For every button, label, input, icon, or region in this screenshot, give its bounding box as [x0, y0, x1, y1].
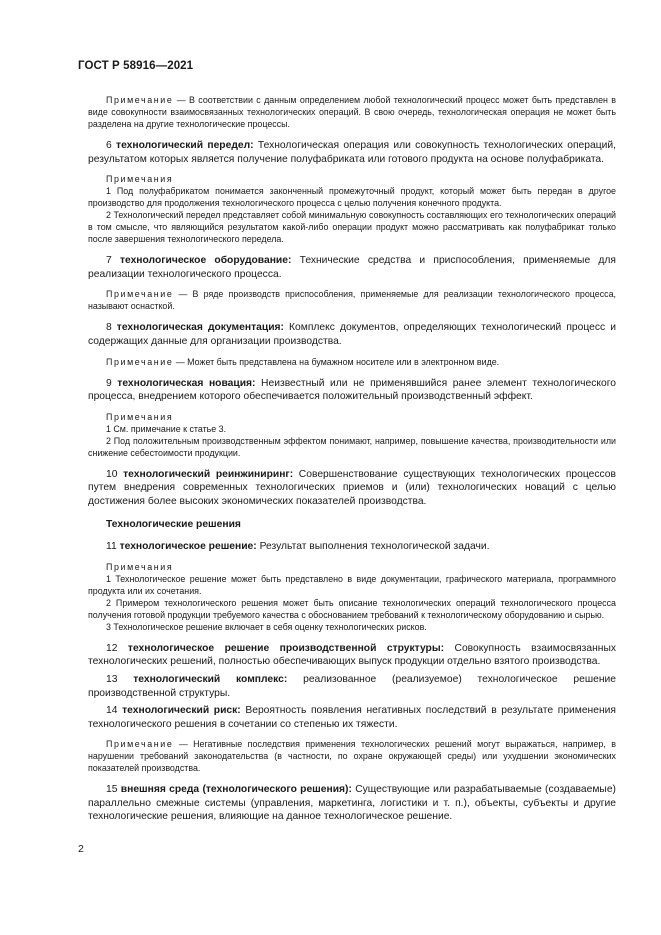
note-item: 2 Примером технологического решения может быть описание технологических операций технологического процесса получения готовой продукции требуемого качества с обоснованием требований к технологическому оборудованию и сырью. [88, 597, 616, 620]
term-name: технологический передел: [116, 140, 254, 151]
term-number: 7 [106, 255, 120, 267]
term-definition: Существующие или разрабатываемые (создаваемые) параллельно смежные системы (управления, маркетинга, логистики и т. п.), объекты, субъекты и другие технологические решения, влияющие на данное технологическое решение. [88, 784, 616, 823]
term-name: технологическая новация: [117, 377, 256, 389]
term-entry-14 [88, 704, 616, 731]
term-entry-11 [88, 540, 616, 554]
term-name: технологический комплекс: [133, 673, 288, 685]
note-label: Примечание [106, 356, 174, 367]
term-definition: Вероятность появления негативных последствий в результате применения технологического решения в сочетании со степенью их тяжести. [88, 705, 616, 730]
term-definition: Неизвестный или не применявшийся ранее элемент технологического процесса, внедрением которого обеспечивается положительный производственный эффект. [88, 377, 617, 403]
note-label: Примечание [106, 739, 174, 750]
term-entry-7 [88, 254, 616, 281]
term-entry-10 [88, 468, 616, 509]
note-text: — Может быть представлена на бумажном носителе или в электронном виде. [173, 356, 500, 367]
note-item: 2 Под положительным производственным эффектом понимают, например, повышение качества, производительности или снижение себестоимости продукции. [88, 435, 616, 458]
term-name: технологический риск: [122, 705, 241, 717]
term-number: 6 [106, 140, 117, 151]
term-number: 8 [106, 322, 117, 334]
term-entry-12 [88, 642, 616, 669]
note-item: 3 Технологическое решение включает в себя оценку технологических рисков. [106, 621, 427, 632]
note-text: — Негативные последствия применения технологических решений могут выражаться, например, в нарушении требований законодательства (в частности, по охране окружающей среды) или ухудшении экономических показателей производства. [88, 739, 616, 774]
term-entry-8 [88, 321, 616, 348]
term-number: 11 [106, 541, 120, 553]
term-name: технологический реинжиниринг: [123, 468, 294, 480]
note-label: Примечание [106, 289, 174, 300]
note [88, 356, 616, 368]
term-definition: Технологическая операция или совокупность технологических операций, результатом которых является получение полуфабриката или готового продукта на основе полуфабриката. [88, 140, 616, 165]
note-text: — В соответствии с данным определением любой технологический процесс может быть представлен в виде совокупности взаимосвязанных технологических операций. В свою очередь, технологическая операция не может быть разделена на другие технологические процессы. [88, 95, 616, 129]
page-number: 2 [78, 843, 84, 855]
term-number: 15 [106, 784, 121, 796]
term-name: технологическое решение: [119, 541, 257, 553]
term-definition: Результат выполнения технологической задачи. [256, 541, 490, 553]
note-item: 1 См. примечание к статье 3. [106, 423, 227, 434]
note-text: — В ряде производств приспособления, применяемые для реализации технологического процесса, называют оснасткой. [88, 289, 616, 312]
term-number: 14 [106, 705, 123, 717]
term-definition: Технические средства и приспособления, применяемые для реализации технологического процесса. [88, 255, 616, 280]
term-entry-6 [88, 139, 616, 166]
term-number: 9 [106, 377, 118, 389]
notes-heading: Примечания [106, 411, 174, 422]
term-name: технологическое решение производственной структуры: [127, 642, 445, 654]
term-number: 13 [106, 673, 134, 685]
notes-heading: Примечания [106, 561, 174, 572]
note [88, 738, 616, 774]
term-entry-15 [88, 783, 616, 824]
term-definition: Совершенствование существующих технологических процессов путем внедрения современных технологических приемов и (или) технологических новаций с целью достижения более высоких экономических показателей производства. [88, 468, 616, 507]
term-name: технологическое оборудование: [119, 255, 292, 267]
term-number: 12 [106, 642, 128, 654]
term-definition: Совокупность взаимосвязанных технологических решений, полностью обеспечивающих выпуск продукции отдельно взятого производства. [88, 642, 616, 668]
term-entry-9 [88, 377, 616, 404]
note-label: Примечание [106, 95, 174, 105]
note-item: 2 Технологический передел представляет собой минимальную совокупность составляющих его технологических операций в том смысле, что являющийся результатом какой-либо операции продукт можно рассматривать как полуфабрикат только после завершения технологического передела. [88, 210, 616, 245]
term-number: 10 [106, 468, 124, 480]
note [88, 94, 616, 130]
notes-heading: Примечания [106, 174, 174, 185]
note-item: 1 Под полуфабрикатом понимается законченный промежуточный продукт, который может быть передан в другое производство для продолжения технологического процесса с целью получения конечного продукта. [88, 186, 616, 209]
note [88, 288, 616, 312]
term-name: технологическая документация: [116, 322, 284, 334]
term-definition: Комплекс документов, определяющих технологический процесс и содержащих данные для организации производства. [88, 322, 616, 347]
section-title: Технологические решения [106, 518, 241, 530]
term-name: внешняя среда (технологического решения): [120, 784, 352, 796]
term-definition: реализованное (реализуемое) технологическое решение производственной структуры. [88, 673, 616, 699]
note-item: 1 Технологическое решение может быть представлено в виде документации, графического материала, программного продукта или их сочетания. [88, 573, 616, 596]
term-entry-13 [88, 673, 616, 700]
document-body [88, 94, 616, 824]
document-header: ГОСТ Р 58916—2021 [78, 60, 194, 72]
